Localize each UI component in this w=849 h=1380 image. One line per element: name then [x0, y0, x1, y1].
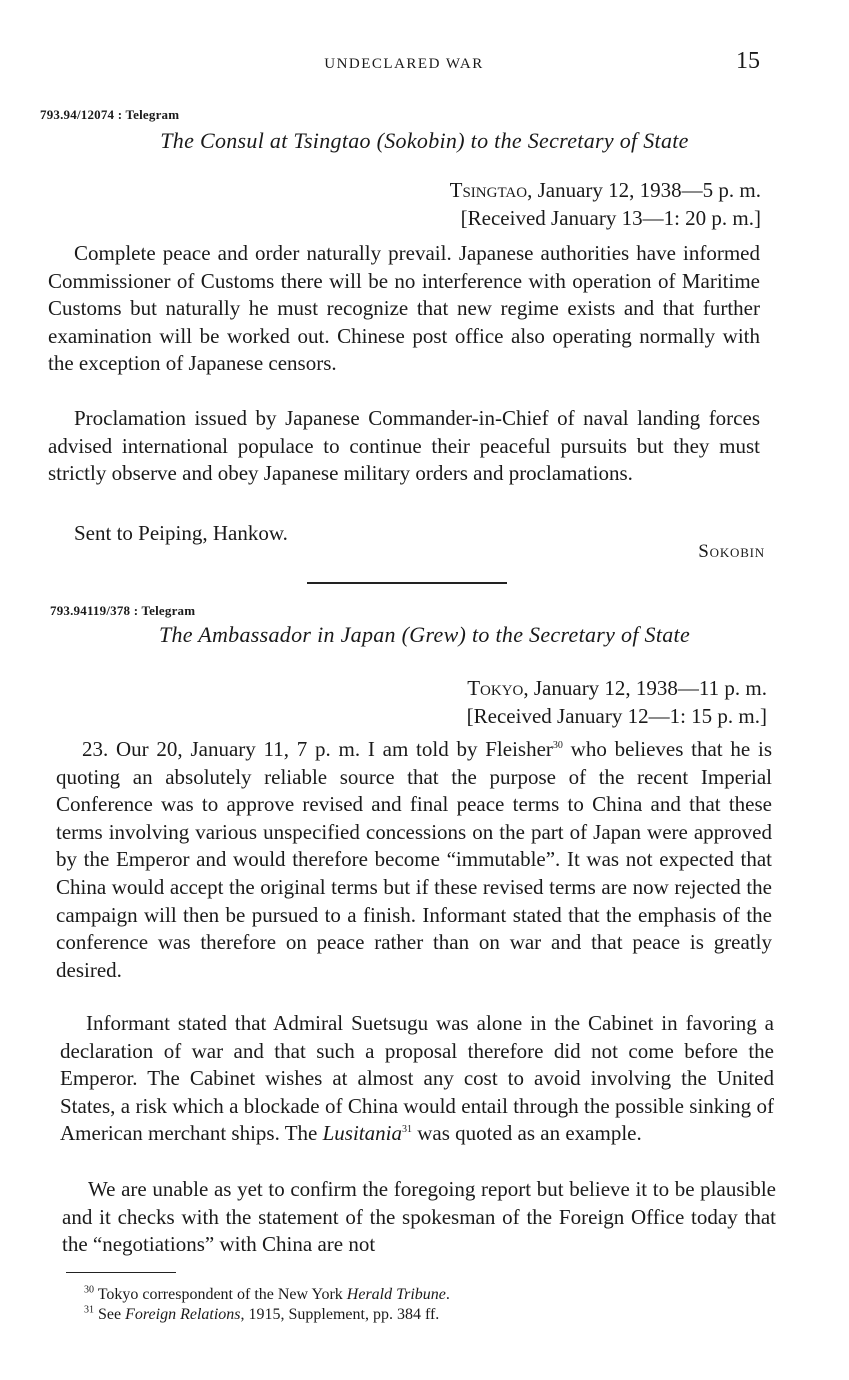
- doc1-signature: Sokobin: [698, 541, 765, 562]
- page-number: 15: [736, 48, 760, 74]
- doc2-paragraph-1: [56, 736, 772, 984]
- doc1-received: [Received January 13—1: 20 p. m.]: [460, 206, 761, 230]
- footnote-ref-30: 30: [552, 740, 563, 751]
- doc1-date-line: [450, 176, 761, 204]
- doc2-p2-text-a: Informant stated that Admiral Suetsugu was alone in the Cabinet in favoring a declaration of war and that such a proposal therefore did not come before the Emperor. The Cabinet wishes at almost any cost to avoid involving the United States, a risk which a blockade of China would entail through the possible sinking of American merchant ships. The: [60, 1011, 774, 1146]
- doc2-heading: The Ambassador in Japan (Grew) to the Secretary of State: [158, 622, 691, 647]
- running-head: [48, 48, 760, 82]
- footnote-31-number: 31: [84, 1304, 94, 1316]
- doc1-paragraph-2: Proclamation issued by Japanese Commander-in-Chief of naval landing forces advised international populace to continue their peaceful pursuits but they must strictly observe and obey Japanese military orders and proclamations.: [48, 406, 760, 486]
- footnote-31-italic: Foreign Relations: [125, 1306, 241, 1323]
- footnote-31: [84, 1305, 439, 1324]
- section-separator: [307, 582, 507, 584]
- doc2-p2-text-b: was quoted as an example.: [411, 1121, 642, 1146]
- doc2-dateline: [467, 674, 767, 730]
- doc2-date: , January 12, 1938—11 p. m.: [523, 676, 767, 700]
- doc2-reference: 793.94119/378 : Telegram: [50, 603, 196, 618]
- doc1-reference: 793.94/12074 : Telegram: [40, 107, 180, 122]
- footnote-rule: [66, 1272, 176, 1273]
- doc2-p1-text-b: who believes that he is quoting an absolutely reliable source that the purpose of the recent Imperial Conference was to approve revised and final peace terms to China and that these terms involving various unspecified concessions on the part of Japan were approved by the Emperor and would therefore become “immutable”. It was not expected that China would accept the original terms but if these revised terms are now rejected the campaign will then be pursued to a finish. Informant stated that the emphasis of the conference was therefore on peace rather than on war and that peace is greatly desired.: [56, 737, 772, 982]
- doc1-heading: The Consul at Tsingtao (Sokobin) to the Secretary of State: [160, 128, 689, 153]
- footnote-30-number: 30: [84, 1284, 94, 1296]
- footnote-30: [84, 1285, 450, 1304]
- footnote-31-text-b: , 1915, Supplement, pp. 384 ff.: [240, 1306, 440, 1323]
- doc1-dateline: [450, 176, 761, 232]
- footnote-31-text-a: See: [94, 1306, 126, 1323]
- doc2-paragraph-2: [60, 1010, 774, 1148]
- footnote-30-text-a: Tokyo correspondent of the New York: [94, 1286, 347, 1303]
- doc2-received: [Received January 12—1: 15 p. m.]: [466, 704, 767, 728]
- doc2-place: Tokyo: [467, 676, 524, 700]
- doc2-date-line: [467, 674, 767, 702]
- footnote-30-italic: Herald Tribune: [346, 1286, 446, 1303]
- footnote-30-text-b: .: [445, 1286, 450, 1303]
- doc1-paragraph-1: Complete peace and order naturally prevail. Japanese authorities have informed Commissioner of Customs there will be no interference with operation of Maritime Customs but naturally he must recognize that new regime exists and that further examination will be worked out. Chinese post office also operating normally with the exception of Japanese censors.: [48, 241, 760, 376]
- doc1-paragraph-3: Sent to Peiping, Hankow.: [74, 521, 288, 545]
- footnote-ref-31: 31: [401, 1124, 412, 1136]
- doc2-paragraph-3: We are unable as yet to confirm the foregoing report but believe it to be plausible and it checks with the statement of the spokesman of the Foreign Office today that the “negotiations” with China are not: [62, 1177, 776, 1257]
- doc1-place: Tsingtao: [449, 178, 528, 202]
- lusitania-italic: Lusitania: [322, 1121, 402, 1146]
- running-title: UNDECLARED WAR: [324, 56, 484, 72]
- doc1-date: , January 12, 1938—5 p. m.: [527, 178, 761, 202]
- doc2-p1-text-a: 23. Our 20, January 11, 7 p. m. I am told by Fleisher: [82, 737, 553, 761]
